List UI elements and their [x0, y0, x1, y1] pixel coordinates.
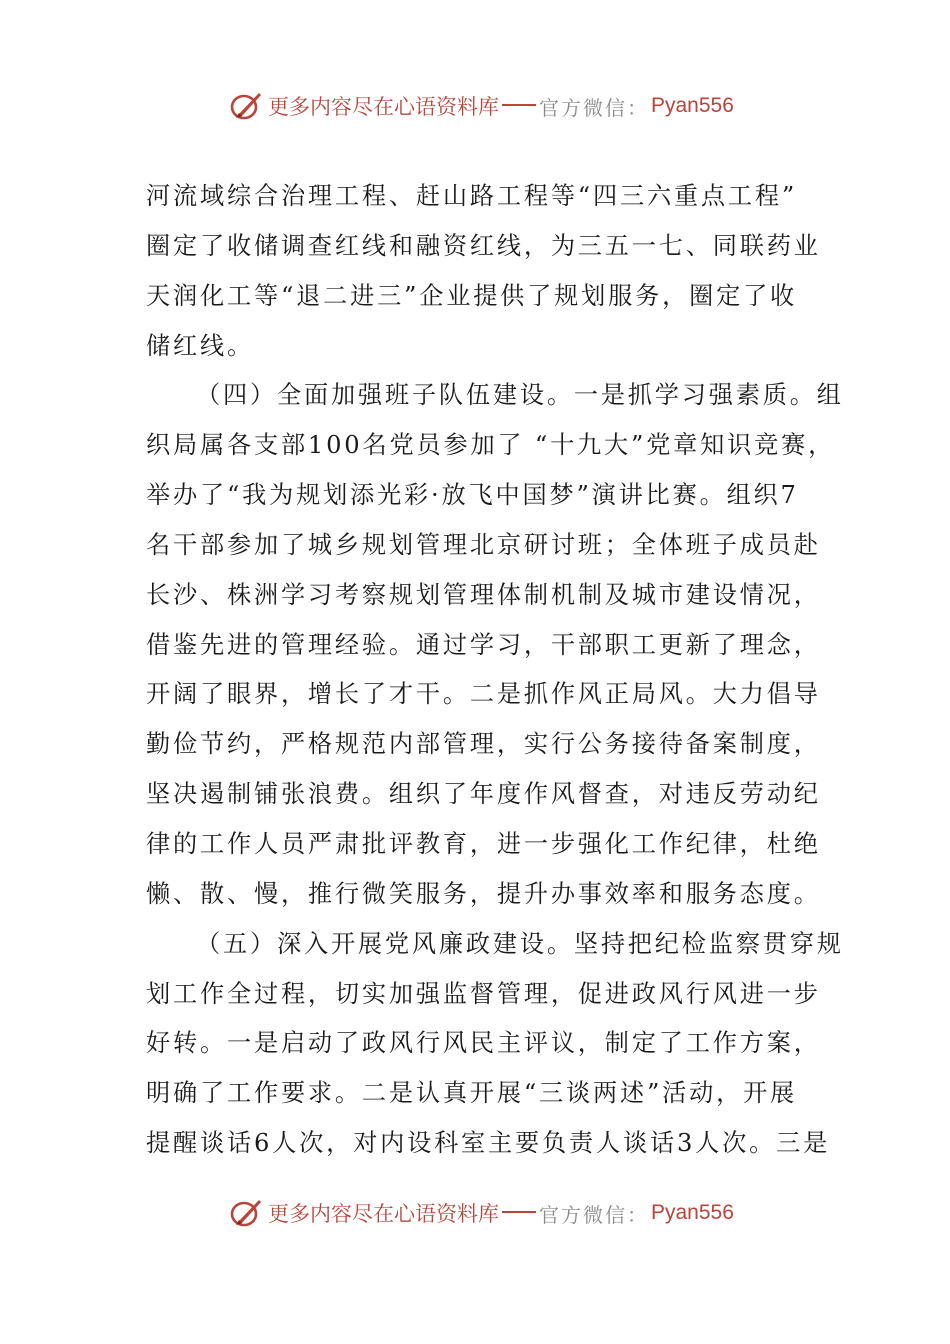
body-line: 开阔了眼界，增长了才干。二是抓作风正局风。大力倡导: [146, 680, 821, 709]
section-heading-line: （五）深入开展党风廉政建设。坚持把纪检监察贯穿规: [196, 929, 844, 958]
body-line: 划工作全过程，切实加强监督管理，促进政风行风进一步: [146, 979, 821, 1008]
body-line: 举办了“我为规划添光彩·放飞中国梦”演讲比赛。组织7: [146, 481, 799, 510]
watermark-dash-divider: [502, 104, 536, 106]
body-line: 织局属各支部100名党员参加了 “十九大”党章知识竞赛，: [146, 431, 836, 460]
section-heading-line: （四）全面加强班子队伍建设。一是抓学习强素质。组: [196, 381, 844, 410]
watermark-wechat-label: 官方微信：: [539, 1202, 649, 1227]
watermark-wechat-id: Pyan556: [651, 1201, 734, 1224]
body-line: 天润化工等“退二进三”企业提供了规划服务，圈定了收: [146, 281, 798, 310]
body-line: 懒、散、慢，推行微笑服务，提升办事效率和服务态度。: [146, 879, 821, 908]
quill-pen-logo-icon: [228, 1195, 264, 1231]
watermark-dash-divider: [502, 1211, 536, 1213]
body-line: 河流域综合治理工程、赶山路工程等“四三六重点工程”: [146, 182, 798, 210]
body-line: 借鉴先进的管理经验。通过学习，干部职工更新了理念，: [146, 630, 821, 659]
quill-pen-logo-icon: [228, 88, 264, 124]
body-line: 长沙、株洲学习考察规划管理体制机制及城市建设情况，: [146, 580, 821, 609]
header-watermark: [228, 86, 734, 126]
watermark-brand-text: 更多内容尽在心语资料库: [268, 95, 499, 119]
body-line: 好转。一是启动了政风行风民主评议，制定了工作方案，: [146, 1029, 821, 1058]
body-line: 圈定了收储调查红线和融资红线，为三五一七、同联药业: [146, 231, 821, 260]
body-line: 提醒谈话6人次，对内设科室主要负责人谈话3人次。三是: [146, 1129, 831, 1158]
watermark-wechat-id: Pyan556: [651, 94, 734, 117]
footer-watermark: [228, 1193, 734, 1233]
body-line: 律的工作人员严肃批评教育，进一步强化工作纪律，杜绝: [146, 829, 821, 858]
watermark-brand-text: 更多内容尽在心语资料库: [268, 1202, 499, 1226]
body-line: 明确了工作要求。二是认真开展“三谈两述”活动，开展: [146, 1079, 798, 1108]
document-body: [146, 172, 844, 1169]
body-line: 勤俭节约，严格规范内部管理，实行公务接待备案制度，: [146, 730, 821, 759]
body-line: 储红线。: [146, 331, 254, 360]
watermark-wechat-label: 官方微信：: [539, 95, 649, 120]
body-line: 名干部参加了城乡规划管理北京研讨班；全体班子成员赴: [146, 530, 821, 559]
body-line: 坚决遏制铺张浪费。组织了年度作风督查，对违反劳动纪: [146, 780, 821, 809]
